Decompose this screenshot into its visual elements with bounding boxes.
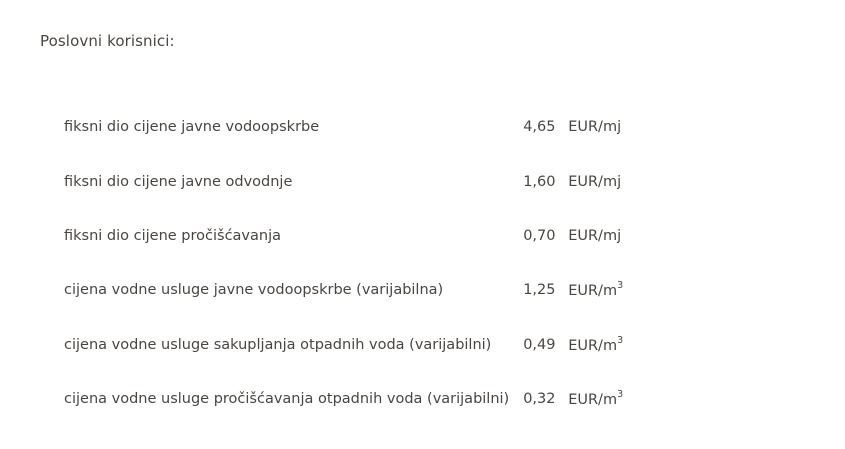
table-row [64, 209, 648, 263]
price-description: fiksni dio cijene javne odvodnje [64, 173, 293, 190]
price-unit [568, 372, 648, 426]
unit-text: EUR/mj [568, 227, 622, 244]
unit-superscript: 3 [617, 280, 624, 292]
table-row [64, 318, 648, 372]
price-unit [568, 100, 648, 154]
price-unit [568, 154, 648, 208]
price-description: fiksni dio cijene pročišćavanja [64, 227, 281, 244]
unit-text: EUR/m [568, 337, 618, 354]
price-unit [568, 318, 648, 372]
table-row [64, 154, 648, 208]
unit-text: EUR/m [568, 392, 618, 409]
unit-text: EUR/mj [568, 119, 622, 136]
unit-superscript: 3 [617, 334, 624, 346]
table-row [64, 100, 648, 154]
unit-text: EUR/m [568, 283, 618, 300]
price-description: cijena vodne usluge sakupljanja otpadnih voda (varijabilni) [64, 336, 492, 353]
price-value: 1,25 [523, 282, 556, 299]
price-value: 1,60 [523, 173, 556, 190]
unit-superscript: 3 [617, 389, 624, 401]
price-unit [568, 209, 648, 263]
price-value: 0,32 [523, 391, 556, 408]
price-value: 4,65 [523, 119, 556, 136]
table-row [64, 263, 648, 317]
price-unit [568, 263, 648, 317]
price-value: 0,49 [523, 336, 556, 353]
price-table [64, 100, 648, 426]
price-value: 0,70 [523, 227, 556, 244]
section-heading: Poslovni korisnici: [40, 32, 175, 50]
price-description: cijena vodne usluge javne vodoopskrbe (varijabilna) [64, 282, 444, 299]
table-row [64, 372, 648, 426]
price-description: cijena vodne usluge pročišćavanja otpadnih voda (varijabilni) [64, 391, 510, 408]
price-description: fiksni dio cijene javne vodoopskrbe [64, 119, 320, 136]
unit-text: EUR/mj [568, 173, 622, 190]
